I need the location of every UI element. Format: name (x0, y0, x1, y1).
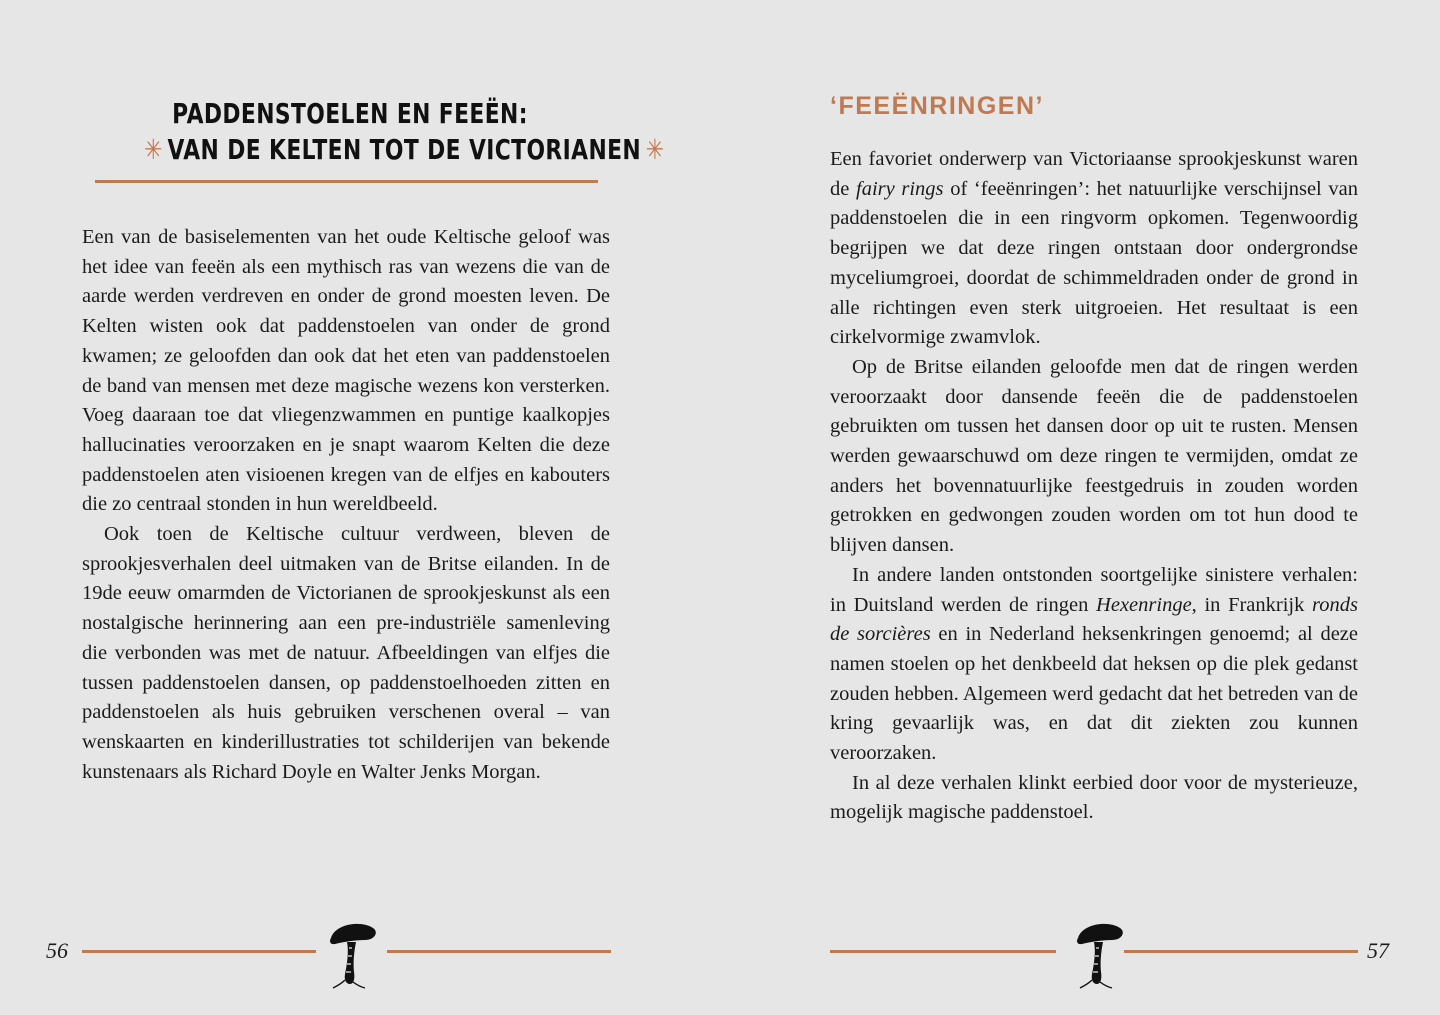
right-page (720, 0, 1440, 1015)
page-number: 57 (1367, 938, 1389, 963)
left-body-text (82, 223, 610, 787)
mushroom-icon (325, 918, 381, 990)
title-line-2 (139, 132, 665, 168)
right-body-text (830, 145, 1358, 828)
footer-rule-left (830, 950, 1056, 953)
text-run: of ‘feeënringen’: het natuurlijke verschijnsel van paddenstoelen die in een ringvorm opkomen. Tegenwoordig begrijpen we dat deze ringen ontstaan door ondergrondse myceliumgroei, doordat de schimmeldraden onder de grond in alle richtingen even sterk uitgroeien. Het resultaat is een cirkelvormige zwamvlok. (830, 177, 1358, 349)
star-ornament-icon: ✳ (144, 133, 163, 166)
italic-term: Hexenringe (1096, 593, 1192, 616)
paragraph (830, 145, 1358, 353)
page-number: 56 (46, 938, 68, 963)
title-line-1: PADDENSTOELEN EN FEEËN: (172, 97, 528, 130)
mushroom-icon (1072, 918, 1128, 990)
italic-term: fairy rings (856, 177, 944, 200)
text-run: , in Frankrijk (1191, 593, 1313, 616)
italic-term: ronds de sorcières (830, 593, 1358, 646)
text-run: In andere landen ontstonden soortgelijke sinistere verhalen: in Duitsland werden de ringen (830, 563, 1358, 616)
text-run: Een favoriet onderwerp van Victoriaanse sprookjeskunst waren de (830, 148, 1358, 200)
title-divider (95, 180, 598, 183)
paragraph: Ook toen de Keltische cultuur verdween, bleven de sprookjesverhalen deel uitmaken van de Britse eilanden. In de 19de eeuw omarmden de Victorianen de sprookjeskunst als een nostalgische herinnering aan een pre-industriële samenleving die verbonden was met de natuur. Afbeeldingen van elfjes die tussen paddenstoelen dansen, op paddenstoelhoeden zitten en paddenstoelen als huis gebruiken verschenen overal – van wenskaarten en kinderillustraties tot schilderijen van bekende kunstenaars als Richard Doyle en Walter Jenks Morgan. (82, 523, 610, 783)
star-ornament-icon: ✳ (645, 133, 665, 166)
paragraph: Op de Britse eilanden geloofde men dat de ringen werden veroorzaakt door dansende feeën die de paddenstoelen gebruikten om tussen het dansen door op uit te rusten. Mensen werden gewaarschuwd om deze ringen te vermijden, omdat ze anders het bovennatuurlijke feestgedruis in zouden worden getrokken en gedwongen zouden worden om tot hun dood te blijven dansen. (830, 355, 1358, 557)
footer-rule-right (387, 950, 611, 953)
text-run: en in Nederland heksenkringen genoemd; al deze namen stoelen op het denkbeeld dat heksen op die plek gedanst zouden hebben. Algemeen werd gedacht dat het betreden van de kring gevaarlijk was, en dat dit ziekten zou kunnen veroorzaken. (830, 623, 1358, 765)
footer-rule-right (1124, 950, 1358, 953)
paragraph: Een van de basiselementen van het oude Keltische geloof was het idee van feeën als een mythisch ras van wezens die van de aarde werden verdreven en onder de grond moesten leven. De Kelten wisten ook dat paddenstoelen van onder de grond kwamen; ze geloofden dan ook dat het eten van paddenstoelen de band van mensen met deze magische wezens kon versterken. Voeg daaraan toe dat vliegenzwammen en puntige kaalkopjes hallucinaties veroorzaken en je snapt waarom Kelten die deze paddenstoelen aten visioenen kregen van de elfjes en kabouters die zo centraal stonden in hun wereldbeeld. (82, 226, 610, 516)
footer-rule-left (82, 950, 316, 953)
chapter-title (80, 96, 665, 168)
paragraph (830, 561, 1358, 769)
paragraph: In al deze verhalen klinkt eerbied door voor de mysterieuze, mogelijk magische paddenstoel. (830, 771, 1358, 824)
title-line-2-text: VAN DE KELTEN TOT DE VICTORIANEN (167, 133, 642, 166)
section-heading: ‘FEEËNRINGEN’ (830, 92, 1044, 120)
